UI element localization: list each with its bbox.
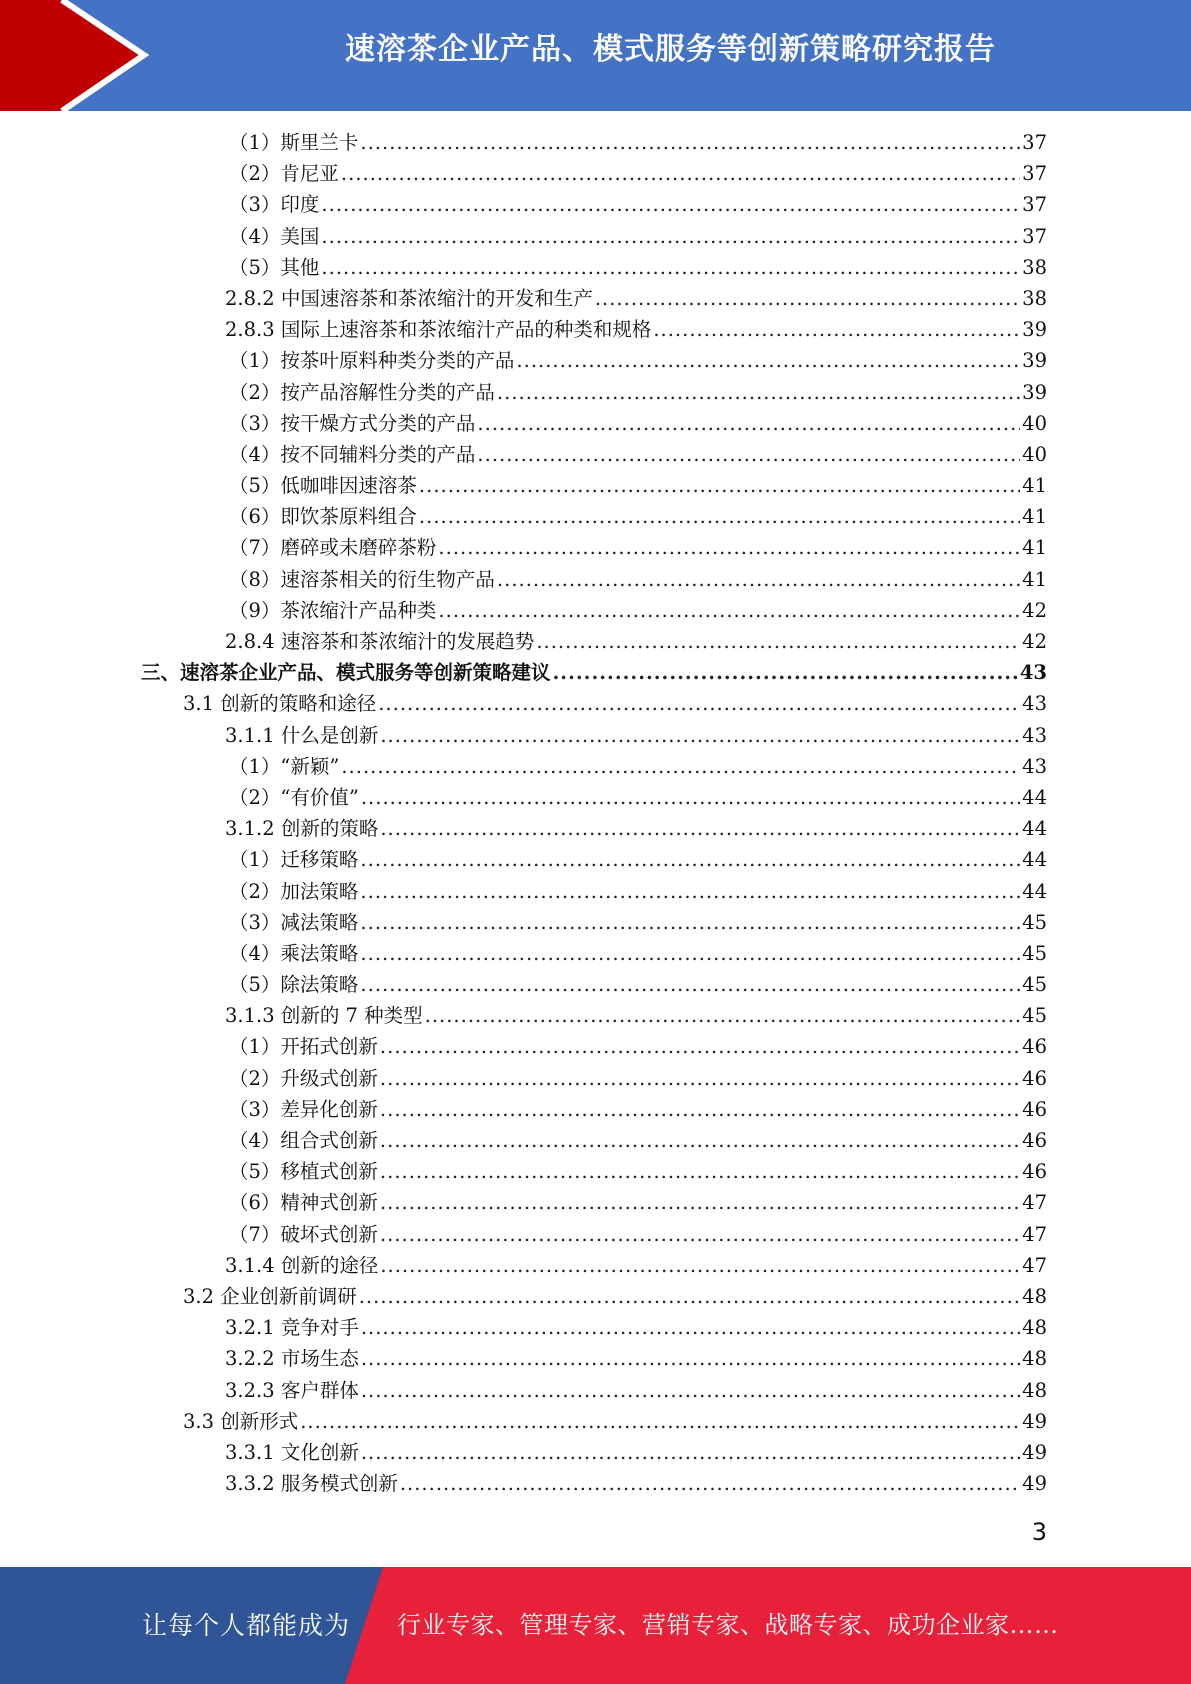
toc-entry-page-number: 49 bbox=[1022, 1440, 1047, 1464]
toc-dot-leader bbox=[380, 1250, 1020, 1281]
toc-entry[interactable] bbox=[0, 221, 1191, 252]
toc-dot-leader bbox=[380, 1187, 1020, 1218]
toc-entry-row bbox=[229, 595, 1047, 626]
toc-entry-row bbox=[229, 1125, 1047, 1156]
toc-entry-row bbox=[141, 657, 1047, 688]
toc-entry-row bbox=[225, 283, 1047, 314]
toc-entry-row bbox=[183, 1281, 1047, 1312]
toc-entry-row bbox=[225, 1375, 1047, 1406]
toc-entry-page-number: 45 bbox=[1022, 973, 1047, 997]
toc-entry-row bbox=[225, 314, 1047, 345]
toc-entry-page-number: 45 bbox=[1022, 910, 1047, 934]
toc-entry-title: （6）精神式创新 bbox=[229, 1191, 378, 1215]
toc-entry-row bbox=[229, 189, 1047, 220]
toc-entry-page-number: 41 bbox=[1022, 474, 1047, 498]
toc-entry[interactable] bbox=[0, 1281, 1191, 1312]
toc-entry-row bbox=[229, 439, 1047, 470]
toc-dot-leader bbox=[497, 377, 1020, 408]
toc-entry-title: （1）迁移策略 bbox=[229, 848, 359, 872]
toc-entry[interactable] bbox=[0, 844, 1191, 875]
toc-entry-row bbox=[229, 969, 1047, 1000]
toc-entry-title: 2.8.4 速溶茶和茶浓缩汁的发展趋势 bbox=[225, 630, 535, 653]
toc-dot-leader bbox=[425, 1000, 1021, 1031]
toc-dot-leader bbox=[321, 221, 1020, 252]
toc-dot-leader bbox=[477, 439, 1020, 470]
toc-entry-page-number: 38 bbox=[1022, 255, 1047, 279]
toc-entry-row bbox=[229, 751, 1047, 782]
toc-dot-leader bbox=[380, 720, 1020, 751]
toc-entry-page-number: 46 bbox=[1022, 1160, 1047, 1184]
toc-entry-row bbox=[225, 626, 1047, 657]
toc-dot-leader bbox=[536, 626, 1020, 657]
toc-entry-page-number: 46 bbox=[1022, 1035, 1047, 1059]
toc-entry-page-number: 41 bbox=[1022, 505, 1047, 529]
toc-entry-title: 3.1.3 创新的 7 种类型 bbox=[225, 1004, 423, 1028]
toc-entry[interactable] bbox=[0, 1406, 1191, 1437]
toc-dot-leader bbox=[419, 470, 1020, 501]
toc-entry[interactable] bbox=[0, 688, 1191, 719]
toc-entry-title: （7）破坏式创新 bbox=[229, 1222, 378, 1246]
toc-entry-title: 3.1.1 什么是创新 bbox=[225, 723, 379, 747]
toc-dot-leader bbox=[516, 345, 1020, 376]
toc-entry-row bbox=[229, 1156, 1047, 1187]
toc-entry-title: （4）按不同辅料分类的产品 bbox=[229, 442, 476, 466]
toc-entry-title: 3.1.4 创新的途径 bbox=[225, 1253, 379, 1277]
toc-entry-title: 3.3.1 文化创新 bbox=[225, 1440, 359, 1464]
toc-dot-leader bbox=[380, 1219, 1020, 1250]
toc-entry-page-number: 48 bbox=[1022, 1284, 1047, 1308]
toc-entry-row bbox=[229, 876, 1047, 907]
toc-entry[interactable] bbox=[0, 127, 1191, 158]
toc-dot-leader bbox=[321, 252, 1020, 283]
toc-entry-title: （5）移植式创新 bbox=[229, 1160, 378, 1184]
page-footer bbox=[0, 1567, 1191, 1684]
toc-dot-leader bbox=[400, 1468, 1020, 1499]
toc-entry[interactable] bbox=[0, 1219, 1191, 1250]
toc-entry-title: （2）“有价值” bbox=[229, 785, 359, 809]
toc-entry-page-number: 47 bbox=[1022, 1191, 1047, 1215]
toc-dot-leader bbox=[380, 813, 1020, 844]
toc-entry-row bbox=[229, 907, 1047, 938]
toc-entry-row bbox=[229, 345, 1047, 376]
toc-entry[interactable] bbox=[0, 532, 1191, 563]
toc-entry-row bbox=[229, 1063, 1047, 1094]
toc-entry[interactable] bbox=[0, 158, 1191, 189]
toc-entry-page-number: 39 bbox=[1022, 318, 1047, 342]
toc-entry-title: （3）减法策略 bbox=[229, 910, 359, 934]
toc-entry-title: 3.2.1 竞争对手 bbox=[225, 1316, 359, 1340]
toc-dot-leader bbox=[595, 283, 1020, 314]
toc-entry-page-number: 43 bbox=[1022, 692, 1047, 716]
toc-entry-title: 3.3 创新形式 bbox=[183, 1409, 299, 1433]
toc-entry[interactable] bbox=[0, 626, 1191, 657]
toc-entry-page-number: 48 bbox=[1022, 1378, 1047, 1402]
toc-entry-title: （3）按干燥方式分类的产品 bbox=[229, 411, 476, 435]
toc-entry-page-number: 45 bbox=[1022, 941, 1047, 965]
toc-entry[interactable] bbox=[0, 751, 1191, 782]
toc-dot-leader bbox=[360, 844, 1020, 875]
toc-entry-page-number: 40 bbox=[1022, 442, 1047, 466]
toc-entry-page-number: 48 bbox=[1022, 1316, 1047, 1340]
toc-entry-page-number: 39 bbox=[1022, 380, 1047, 404]
toc-entry[interactable] bbox=[0, 1343, 1191, 1374]
toc-entry-row bbox=[229, 127, 1047, 158]
toc-entry[interactable] bbox=[0, 1468, 1191, 1499]
toc-entry-page-number: 41 bbox=[1022, 567, 1047, 591]
toc-entry-page-number: 42 bbox=[1022, 598, 1047, 622]
toc-dot-leader bbox=[360, 969, 1020, 1000]
toc-dot-leader bbox=[300, 1406, 1020, 1437]
toc-entry[interactable] bbox=[0, 907, 1191, 938]
toc-dot-leader bbox=[438, 595, 1020, 626]
toc-entry-page-number: 43 bbox=[1022, 723, 1047, 747]
toc-entry-title: （3）印度 bbox=[229, 193, 320, 217]
toc-entry-page-number: 42 bbox=[1022, 630, 1047, 653]
toc-entry-title: （9）茶浓缩汁产品种类 bbox=[229, 598, 437, 622]
toc-dot-leader bbox=[360, 876, 1020, 907]
toc-entry-title: （2）加法策略 bbox=[229, 879, 359, 903]
toc-entry-row bbox=[183, 688, 1047, 719]
toc-entry-row bbox=[225, 1468, 1047, 1499]
toc-entry-row bbox=[225, 1312, 1047, 1343]
toc-entry-page-number: 44 bbox=[1022, 817, 1047, 841]
toc-entry[interactable] bbox=[0, 252, 1191, 283]
toc-entry[interactable] bbox=[0, 283, 1191, 314]
toc-entry[interactable] bbox=[0, 1375, 1191, 1406]
toc-entry-title: 3.3.2 服务模式创新 bbox=[225, 1472, 398, 1496]
toc-entry-title: 三、速溶茶企业产品、模式服务等创新策略建议 bbox=[141, 661, 551, 685]
toc-entry[interactable] bbox=[0, 1000, 1191, 1031]
toc-entry-page-number: 45 bbox=[1022, 1004, 1047, 1028]
toc-entry-page-number: 37 bbox=[1022, 193, 1047, 217]
toc-dot-leader bbox=[361, 1312, 1020, 1343]
toc-dot-leader bbox=[341, 751, 1020, 782]
toc-dot-leader bbox=[380, 1125, 1020, 1156]
toc-entry-row bbox=[183, 1406, 1047, 1437]
toc-entry[interactable] bbox=[0, 1437, 1191, 1468]
toc-entry-row bbox=[229, 532, 1047, 563]
toc-entry-row bbox=[229, 782, 1047, 813]
toc-entry-row bbox=[229, 252, 1047, 283]
toc-entry-title: （4）美国 bbox=[229, 224, 320, 248]
toc-entry-page-number: 39 bbox=[1022, 349, 1047, 373]
toc-entry-title: 3.1.2 创新的策略 bbox=[225, 817, 379, 841]
toc-dot-leader bbox=[380, 1094, 1020, 1125]
toc-entry-title: （1）“新颖” bbox=[229, 754, 340, 778]
toc-entry[interactable] bbox=[0, 1063, 1191, 1094]
toc-entry-title: （2）肯尼亚 bbox=[229, 162, 339, 186]
toc-entry-row bbox=[229, 408, 1047, 439]
toc-entry-page-number: 43 bbox=[1019, 661, 1047, 685]
toc-dot-leader bbox=[653, 314, 1020, 345]
toc-entry-title: （5）其他 bbox=[229, 255, 320, 279]
toc-entry[interactable] bbox=[0, 439, 1191, 470]
toc-entry-page-number: 37 bbox=[1022, 131, 1047, 154]
toc-entry-title: （1）开拓式创新 bbox=[229, 1035, 378, 1059]
toc-entry-row bbox=[225, 1000, 1047, 1031]
report-title: 速溶茶企业产品、模式服务等创新策略研究报告 bbox=[345, 32, 996, 67]
page-header bbox=[0, 0, 1191, 111]
toc-dot-leader bbox=[419, 501, 1020, 532]
toc-entry[interactable] bbox=[0, 1031, 1191, 1062]
page-number: 3 bbox=[1031, 1518, 1047, 1546]
toc-entry-row bbox=[229, 844, 1047, 875]
footer-slogan-right: 行业专家、管理专家、营销专家、战略专家、成功企业家…… bbox=[397, 1611, 1059, 1639]
toc-entry-title: （8）速溶茶相关的衍生物产品 bbox=[229, 567, 495, 591]
toc-entry-page-number: 46 bbox=[1022, 1097, 1047, 1121]
toc-entry-page-number: 44 bbox=[1022, 848, 1047, 872]
toc-entry-row bbox=[229, 564, 1047, 595]
toc-entry-page-number: 46 bbox=[1022, 1066, 1047, 1090]
toc-entry-row bbox=[229, 470, 1047, 501]
toc-dot-leader bbox=[497, 564, 1020, 595]
toc-entry-row bbox=[225, 720, 1047, 751]
table-of-contents bbox=[0, 127, 1191, 1499]
toc-entry[interactable] bbox=[0, 1156, 1191, 1187]
toc-entry[interactable] bbox=[0, 813, 1191, 844]
toc-dot-leader bbox=[380, 1031, 1020, 1062]
toc-entry-row bbox=[229, 158, 1047, 189]
toc-entry-row bbox=[225, 813, 1047, 844]
toc-entry-page-number: 37 bbox=[1022, 224, 1047, 248]
toc-entry-title: （6）即饮茶原料组合 bbox=[229, 505, 417, 529]
toc-entry-title: （7）磨碎或未磨碎茶粉 bbox=[229, 536, 437, 560]
toc-dot-leader bbox=[361, 782, 1020, 813]
toc-entry[interactable] bbox=[0, 564, 1191, 595]
toc-entry-row bbox=[229, 221, 1047, 252]
toc-entry[interactable] bbox=[0, 345, 1191, 376]
toc-entry[interactable] bbox=[0, 657, 1191, 688]
toc-entry-title: （5）低咖啡因速溶茶 bbox=[229, 474, 417, 498]
toc-entry-row bbox=[225, 1343, 1047, 1374]
toc-dot-leader bbox=[438, 532, 1020, 563]
toc-entry-row bbox=[229, 1031, 1047, 1062]
toc-entry-title: 3.2.2 市场生态 bbox=[225, 1347, 359, 1371]
toc-entry-title: 3.2 企业创新前调研 bbox=[183, 1284, 357, 1308]
toc-dot-leader bbox=[477, 408, 1020, 439]
toc-entry[interactable] bbox=[0, 938, 1191, 969]
toc-entry-page-number: 40 bbox=[1022, 411, 1047, 435]
toc-entry-title: 2.8.3 国际上速溶茶和茶浓缩汁产品的种类和规格 bbox=[225, 318, 652, 342]
toc-entry[interactable] bbox=[0, 876, 1191, 907]
footer-slogan-left: 让每个人都能成为 bbox=[142, 1611, 351, 1640]
toc-entry-title: （4）组合式创新 bbox=[229, 1129, 378, 1152]
toc-entry[interactable] bbox=[0, 501, 1191, 532]
toc-entry-row bbox=[229, 1187, 1047, 1218]
toc-entry[interactable] bbox=[0, 1125, 1191, 1156]
toc-entry-page-number: 44 bbox=[1022, 785, 1047, 809]
toc-entry-row bbox=[229, 1094, 1047, 1125]
toc-entry-title: 3.1 创新的策略和途径 bbox=[183, 692, 377, 716]
toc-entry-page-number: 47 bbox=[1022, 1222, 1047, 1246]
toc-dot-leader bbox=[361, 1375, 1020, 1406]
toc-entry-page-number: 47 bbox=[1022, 1253, 1047, 1277]
toc-dot-leader bbox=[361, 1437, 1020, 1468]
toc-dot-leader bbox=[359, 1281, 1020, 1312]
toc-dot-leader bbox=[361, 1343, 1020, 1374]
toc-entry-title: （3）差异化创新 bbox=[229, 1097, 378, 1121]
toc-entry-title: 2.8.2 中国速溶茶和茶浓缩汁的开发和生产 bbox=[225, 286, 593, 310]
toc-entry-title: （2）升级式创新 bbox=[229, 1066, 378, 1090]
toc-entry-row bbox=[225, 1437, 1047, 1468]
toc-entry-row bbox=[225, 1250, 1047, 1281]
toc-entry-page-number: 37 bbox=[1022, 162, 1047, 186]
toc-entry[interactable] bbox=[0, 408, 1191, 439]
toc-entry-title: （2）按产品溶解性分类的产品 bbox=[229, 380, 495, 404]
toc-entry[interactable] bbox=[0, 969, 1191, 1000]
toc-entry-page-number: 44 bbox=[1022, 879, 1047, 903]
toc-dot-leader bbox=[380, 1156, 1020, 1187]
toc-entry-page-number: 49 bbox=[1022, 1409, 1047, 1433]
toc-entry-row bbox=[229, 377, 1047, 408]
toc-entry-title: （5）除法策略 bbox=[229, 973, 359, 997]
toc-dot-leader bbox=[360, 907, 1020, 938]
toc-dot-leader bbox=[321, 189, 1020, 220]
toc-entry-row bbox=[229, 501, 1047, 532]
toc-entry[interactable] bbox=[0, 1312, 1191, 1343]
toc-entry[interactable] bbox=[0, 720, 1191, 751]
toc-entry[interactable] bbox=[0, 782, 1191, 813]
toc-entry[interactable] bbox=[0, 377, 1191, 408]
toc-entry[interactable] bbox=[0, 314, 1191, 345]
toc-dot-leader bbox=[360, 127, 1020, 158]
toc-dot-leader bbox=[341, 158, 1020, 189]
toc-dot-leader bbox=[553, 657, 1018, 688]
toc-entry[interactable] bbox=[0, 1094, 1191, 1125]
toc-entry-row bbox=[229, 1219, 1047, 1250]
toc-entry-title: （1）按茶叶原料种类分类的产品 bbox=[229, 349, 515, 373]
toc-entry-page-number: 48 bbox=[1022, 1347, 1047, 1371]
toc-dot-leader bbox=[378, 688, 1020, 719]
toc-entry[interactable] bbox=[0, 595, 1191, 626]
toc-entry[interactable] bbox=[0, 470, 1191, 501]
toc-entry-page-number: 49 bbox=[1022, 1472, 1047, 1496]
toc-entry-title: （4）乘法策略 bbox=[229, 941, 359, 965]
toc-entry-page-number: 41 bbox=[1022, 536, 1047, 560]
toc-entry-page-number: 43 bbox=[1022, 754, 1047, 778]
toc-entry-page-number: 46 bbox=[1022, 1129, 1047, 1152]
toc-entry[interactable] bbox=[0, 189, 1191, 220]
toc-entry-page-number: 38 bbox=[1022, 286, 1047, 310]
toc-entry[interactable] bbox=[0, 1187, 1191, 1218]
toc-dot-leader bbox=[360, 938, 1020, 969]
toc-entry-row bbox=[229, 938, 1047, 969]
toc-entry[interactable] bbox=[0, 1250, 1191, 1281]
toc-dot-leader bbox=[380, 1063, 1020, 1094]
toc-entry-title: 3.2.3 客户群体 bbox=[225, 1378, 359, 1402]
toc-entry-title: （1）斯里兰卡 bbox=[229, 131, 359, 154]
